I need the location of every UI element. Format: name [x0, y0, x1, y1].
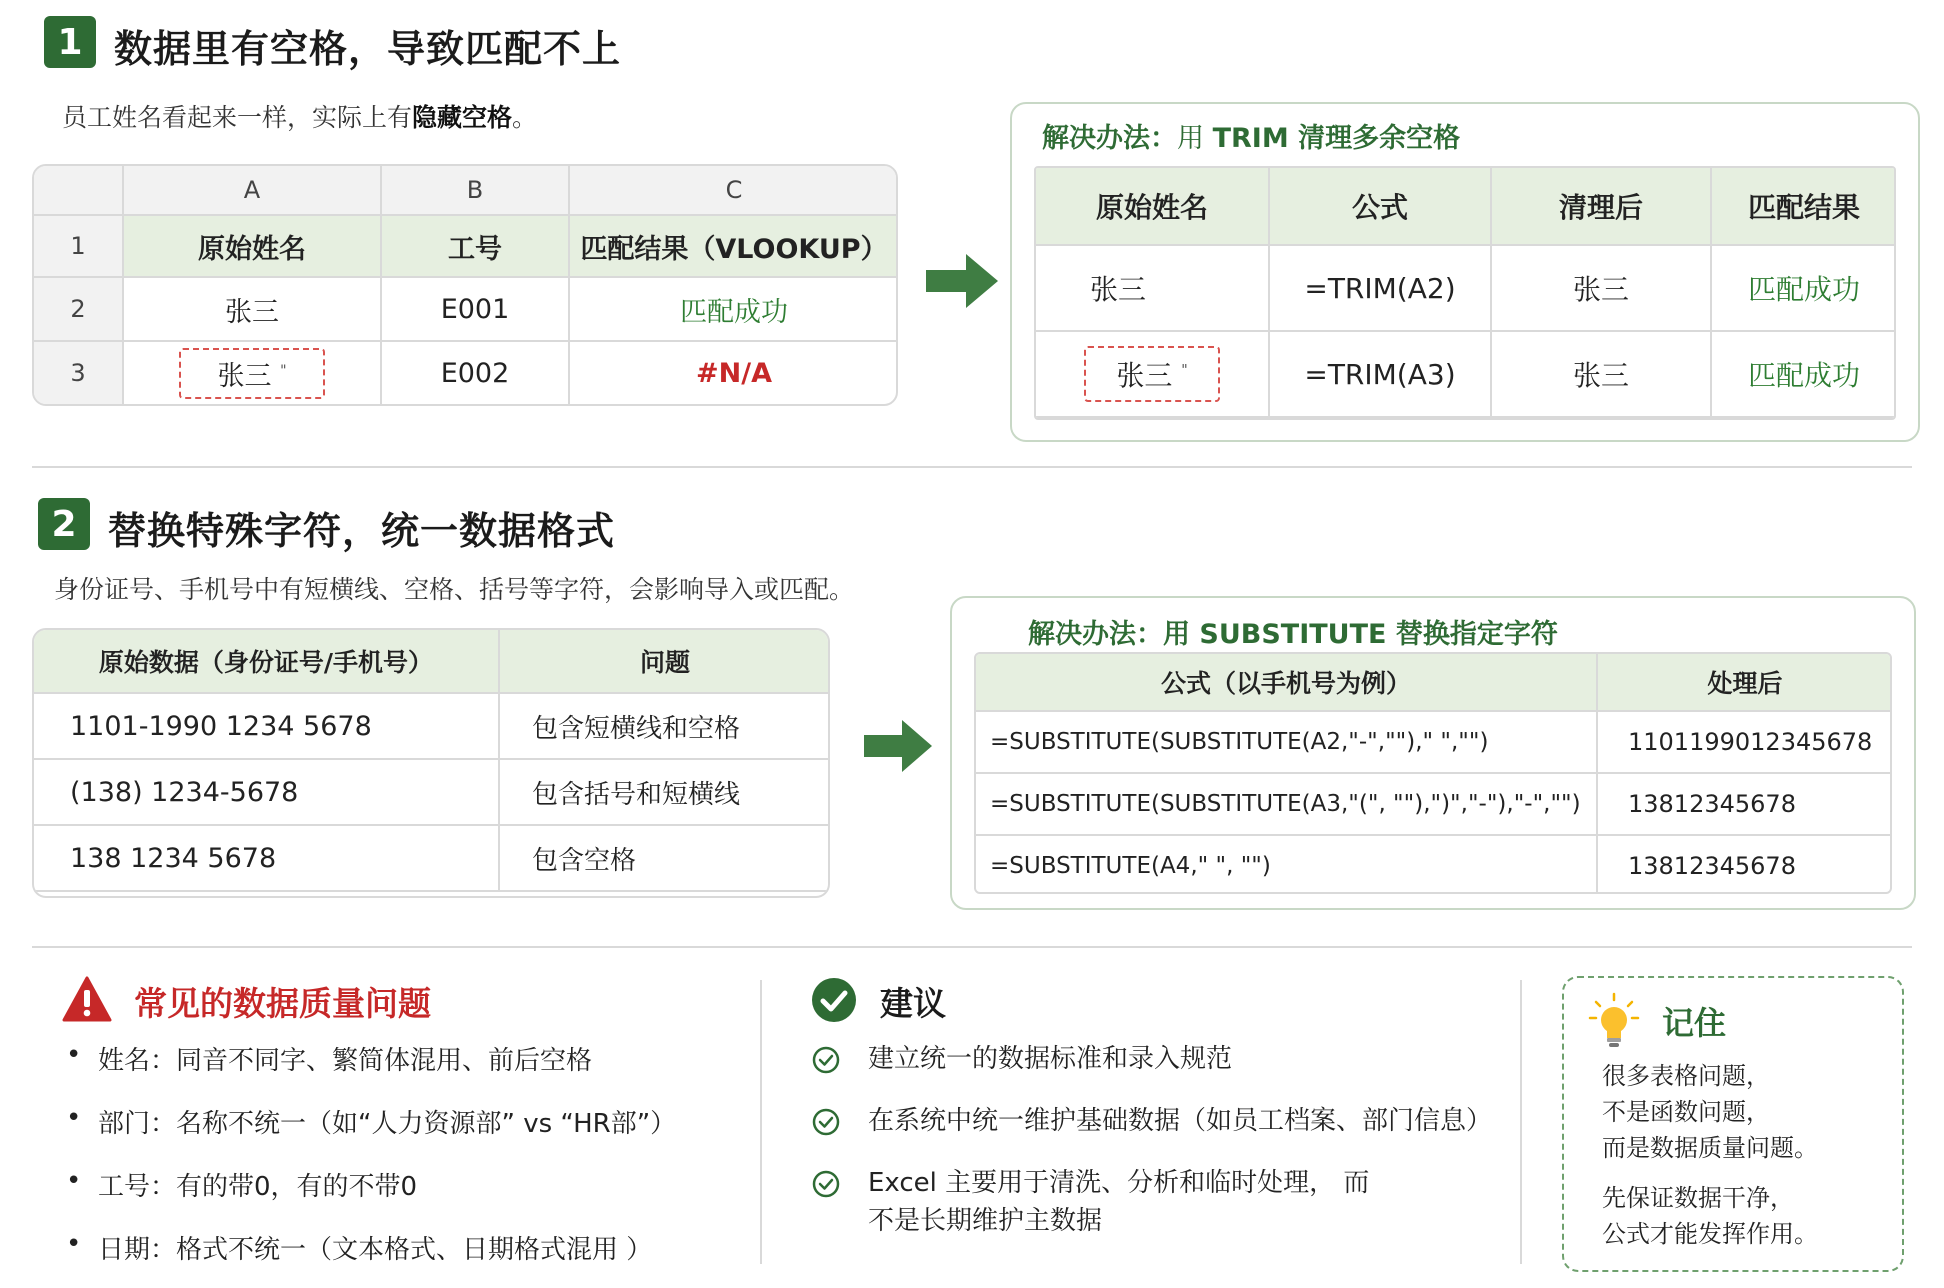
- space-mark: ": [1181, 362, 1188, 379]
- subst-cell-formula: =SUBSTITUTE(SUBSTITUTE(A2,"-","")," ",""): [975, 711, 1597, 773]
- table-row: [33, 759, 830, 825]
- check-outline-icon: [812, 1108, 840, 1136]
- section1-desc-prefix: 员工姓名看起来一样，实际上有: [62, 103, 413, 132]
- problems-list: [64, 1040, 676, 1288]
- list-item: • 姓名：同音不同字、繁简体混用、前后空格: [64, 1040, 676, 1077]
- hidden-space-highlight: [179, 348, 324, 399]
- orig-cell-issue: 包含括号和短横线: [499, 759, 830, 825]
- section1-desc-suffix: 。: [512, 103, 538, 132]
- orig-cell-data: 1101-1990 1234 5678: [33, 693, 499, 759]
- remember-line-4: 先保证数据干净，: [1602, 1184, 1794, 1212]
- trim-table-box: [1034, 166, 1896, 420]
- orig-cell-data: (138) 1234-5678: [33, 759, 499, 825]
- list-item: [812, 1102, 1492, 1140]
- trim-header-original: 原始姓名: [1035, 167, 1269, 245]
- table-row: [33, 341, 898, 405]
- section2-description: 身份证号、手机号中有短横线、空格、括号等字符，会影响导入或匹配。: [54, 575, 855, 604]
- trim-cell-name: 张三: [1035, 245, 1269, 331]
- cell-name-with-space: [123, 341, 381, 405]
- subst-cell-result: 1101199012345678: [1597, 711, 1892, 773]
- subst-cell-result: 13812345678: [1597, 773, 1892, 835]
- arrow-right-icon: [926, 254, 998, 308]
- list-item: [812, 1164, 1492, 1240]
- advice-text: Excel 主要用于清洗、分析和临时处理， 而: [868, 1168, 1370, 1198]
- table-row: [33, 277, 898, 341]
- space-mark: ": [280, 362, 287, 379]
- cell-name: 张三: [123, 277, 381, 341]
- warning-icon: [62, 976, 112, 1022]
- section1-number-badge: 1: [44, 16, 96, 68]
- table-row: [975, 835, 1892, 894]
- cell-result-success: 匹配成功: [569, 277, 898, 341]
- row-number-3: 3: [33, 341, 123, 405]
- sheet-header-result: 匹配结果（VLOOKUP）: [569, 215, 898, 277]
- sheet-header-name: 原始姓名: [123, 215, 381, 277]
- cell-name-text: 张三: [217, 360, 272, 392]
- sheet-header-id: 工号: [381, 215, 569, 277]
- table-row: [975, 711, 1892, 773]
- trim-cell-cleaned: 张三: [1491, 245, 1711, 331]
- excel-sheet: [32, 164, 898, 406]
- trim-cell-result: 匹配成功: [1711, 331, 1896, 417]
- sheet-corner: [33, 165, 123, 215]
- orig-cell-issue: 包含空格: [499, 825, 830, 891]
- trim-cell-formula: =TRIM(A3): [1269, 331, 1491, 417]
- column-divider: [760, 980, 762, 1264]
- trim-cell-name-text: 张三: [1116, 359, 1173, 392]
- trim-solution-panel: [1010, 102, 1920, 442]
- orig-header-issue: 问题: [499, 629, 830, 693]
- advice-text: 建立统一的数据标准和录入规范: [868, 1044, 1233, 1074]
- subst-cell-formula: =SUBSTITUTE(SUBSTITUTE(A3,"(", ""),")","-"),"-",""): [975, 773, 1597, 835]
- remember-box: [1562, 976, 1904, 1272]
- cell-id: E001: [381, 277, 569, 341]
- orig-cell-issue: 包含短横线和空格: [499, 693, 830, 759]
- lightbulb-icon: [1588, 992, 1640, 1050]
- substitute-table-box: [974, 652, 1892, 894]
- table-row: [33, 693, 830, 759]
- trim-header-formula: 公式: [1269, 167, 1491, 245]
- section2-title: 替换特殊字符，统一数据格式: [108, 509, 616, 553]
- trim-title-light: 用: [1177, 123, 1213, 154]
- advice-text: 在系统中统一维护基础数据（如员工档案、部门信息）: [868, 1106, 1493, 1136]
- remember-line-3: 而是数据质量问题。: [1602, 1134, 1818, 1162]
- substitute-solution-title: 解决办法：用 SUBSTITUTE 替换指定字符: [1028, 619, 1558, 650]
- row-number-2: 2: [33, 277, 123, 341]
- remember-line-2: 不是函数问题，: [1602, 1098, 1770, 1126]
- subst-cell-formula: =SUBSTITUTE(A4," ", ""): [975, 835, 1597, 894]
- advice-list: [812, 1040, 1492, 1264]
- trim-title-rest: TRIM 清理多余空格: [1212, 123, 1461, 154]
- check-outline-icon: [812, 1046, 840, 1074]
- problems-title: 常见的数据质量问题: [134, 984, 431, 1023]
- cell-id: E002: [381, 341, 569, 405]
- section1-description: [62, 98, 537, 134]
- subst-header-result: 处理后: [1597, 653, 1892, 711]
- list-item: • 日期：格式不统一（文本格式、日期格式混用 ）: [64, 1229, 676, 1266]
- advice-title: 建议: [880, 984, 946, 1023]
- section1-desc-bold: 隐藏空格: [412, 103, 513, 132]
- table-row: [975, 773, 1892, 835]
- section-divider: [32, 946, 1912, 948]
- arrow-right-icon: [864, 720, 932, 772]
- trim-cell-result: 匹配成功: [1711, 245, 1896, 331]
- remember-title: 记住: [1662, 1004, 1727, 1042]
- list-item: • 工号：有的带0，有的不带0: [64, 1166, 676, 1203]
- trim-header-result: 匹配结果: [1711, 167, 1896, 245]
- subst-cell-result: 13812345678: [1597, 835, 1892, 894]
- hidden-space-highlight: [1084, 346, 1219, 402]
- remember-line-1: 很多表格问题，: [1602, 1062, 1770, 1090]
- section1-title: 数据里有空格，导致匹配不上: [114, 27, 622, 71]
- trim-cell-formula: =TRIM(A2): [1269, 245, 1491, 331]
- list-item: • 部门：名称不统一（如“人力资源部” vs “HR部”）: [64, 1103, 676, 1140]
- column-header-b: B: [381, 165, 569, 215]
- substitute-solution-panel: [950, 596, 1916, 910]
- trim-header-cleaned: 清理后: [1491, 167, 1711, 245]
- list-item: [812, 1040, 1492, 1078]
- trim-cell-cleaned: 张三: [1491, 331, 1711, 417]
- orig-cell-data: 138 1234 5678: [33, 825, 499, 891]
- check-circle-icon: [810, 976, 858, 1024]
- row-number-1: 1: [33, 215, 123, 277]
- column-header-a: A: [123, 165, 381, 215]
- subst-header-formula: 公式（以手机号为例）: [975, 653, 1597, 711]
- cell-result-error: #N/A: [569, 341, 898, 405]
- trim-solution-title: [1042, 116, 1460, 155]
- trim-title-prefix: 解决办法：: [1042, 123, 1177, 154]
- table-row: [33, 825, 830, 891]
- orig-header-data: 原始数据（身份证号/手机号）: [33, 629, 499, 693]
- table-row: [1035, 245, 1896, 331]
- column-divider: [1520, 980, 1522, 1264]
- section-divider: [32, 466, 1912, 468]
- table-row: [1035, 331, 1896, 417]
- trim-cell-name-with-space: [1035, 331, 1269, 417]
- original-data-table: [32, 628, 830, 898]
- section2-number-badge: 2: [38, 498, 90, 550]
- column-header-c: C: [569, 165, 898, 215]
- check-outline-icon: [812, 1170, 840, 1198]
- advice-text-continued: 不是长期维护主数据: [868, 1206, 1103, 1236]
- remember-line-5: 公式才能发挥作用。: [1602, 1220, 1818, 1248]
